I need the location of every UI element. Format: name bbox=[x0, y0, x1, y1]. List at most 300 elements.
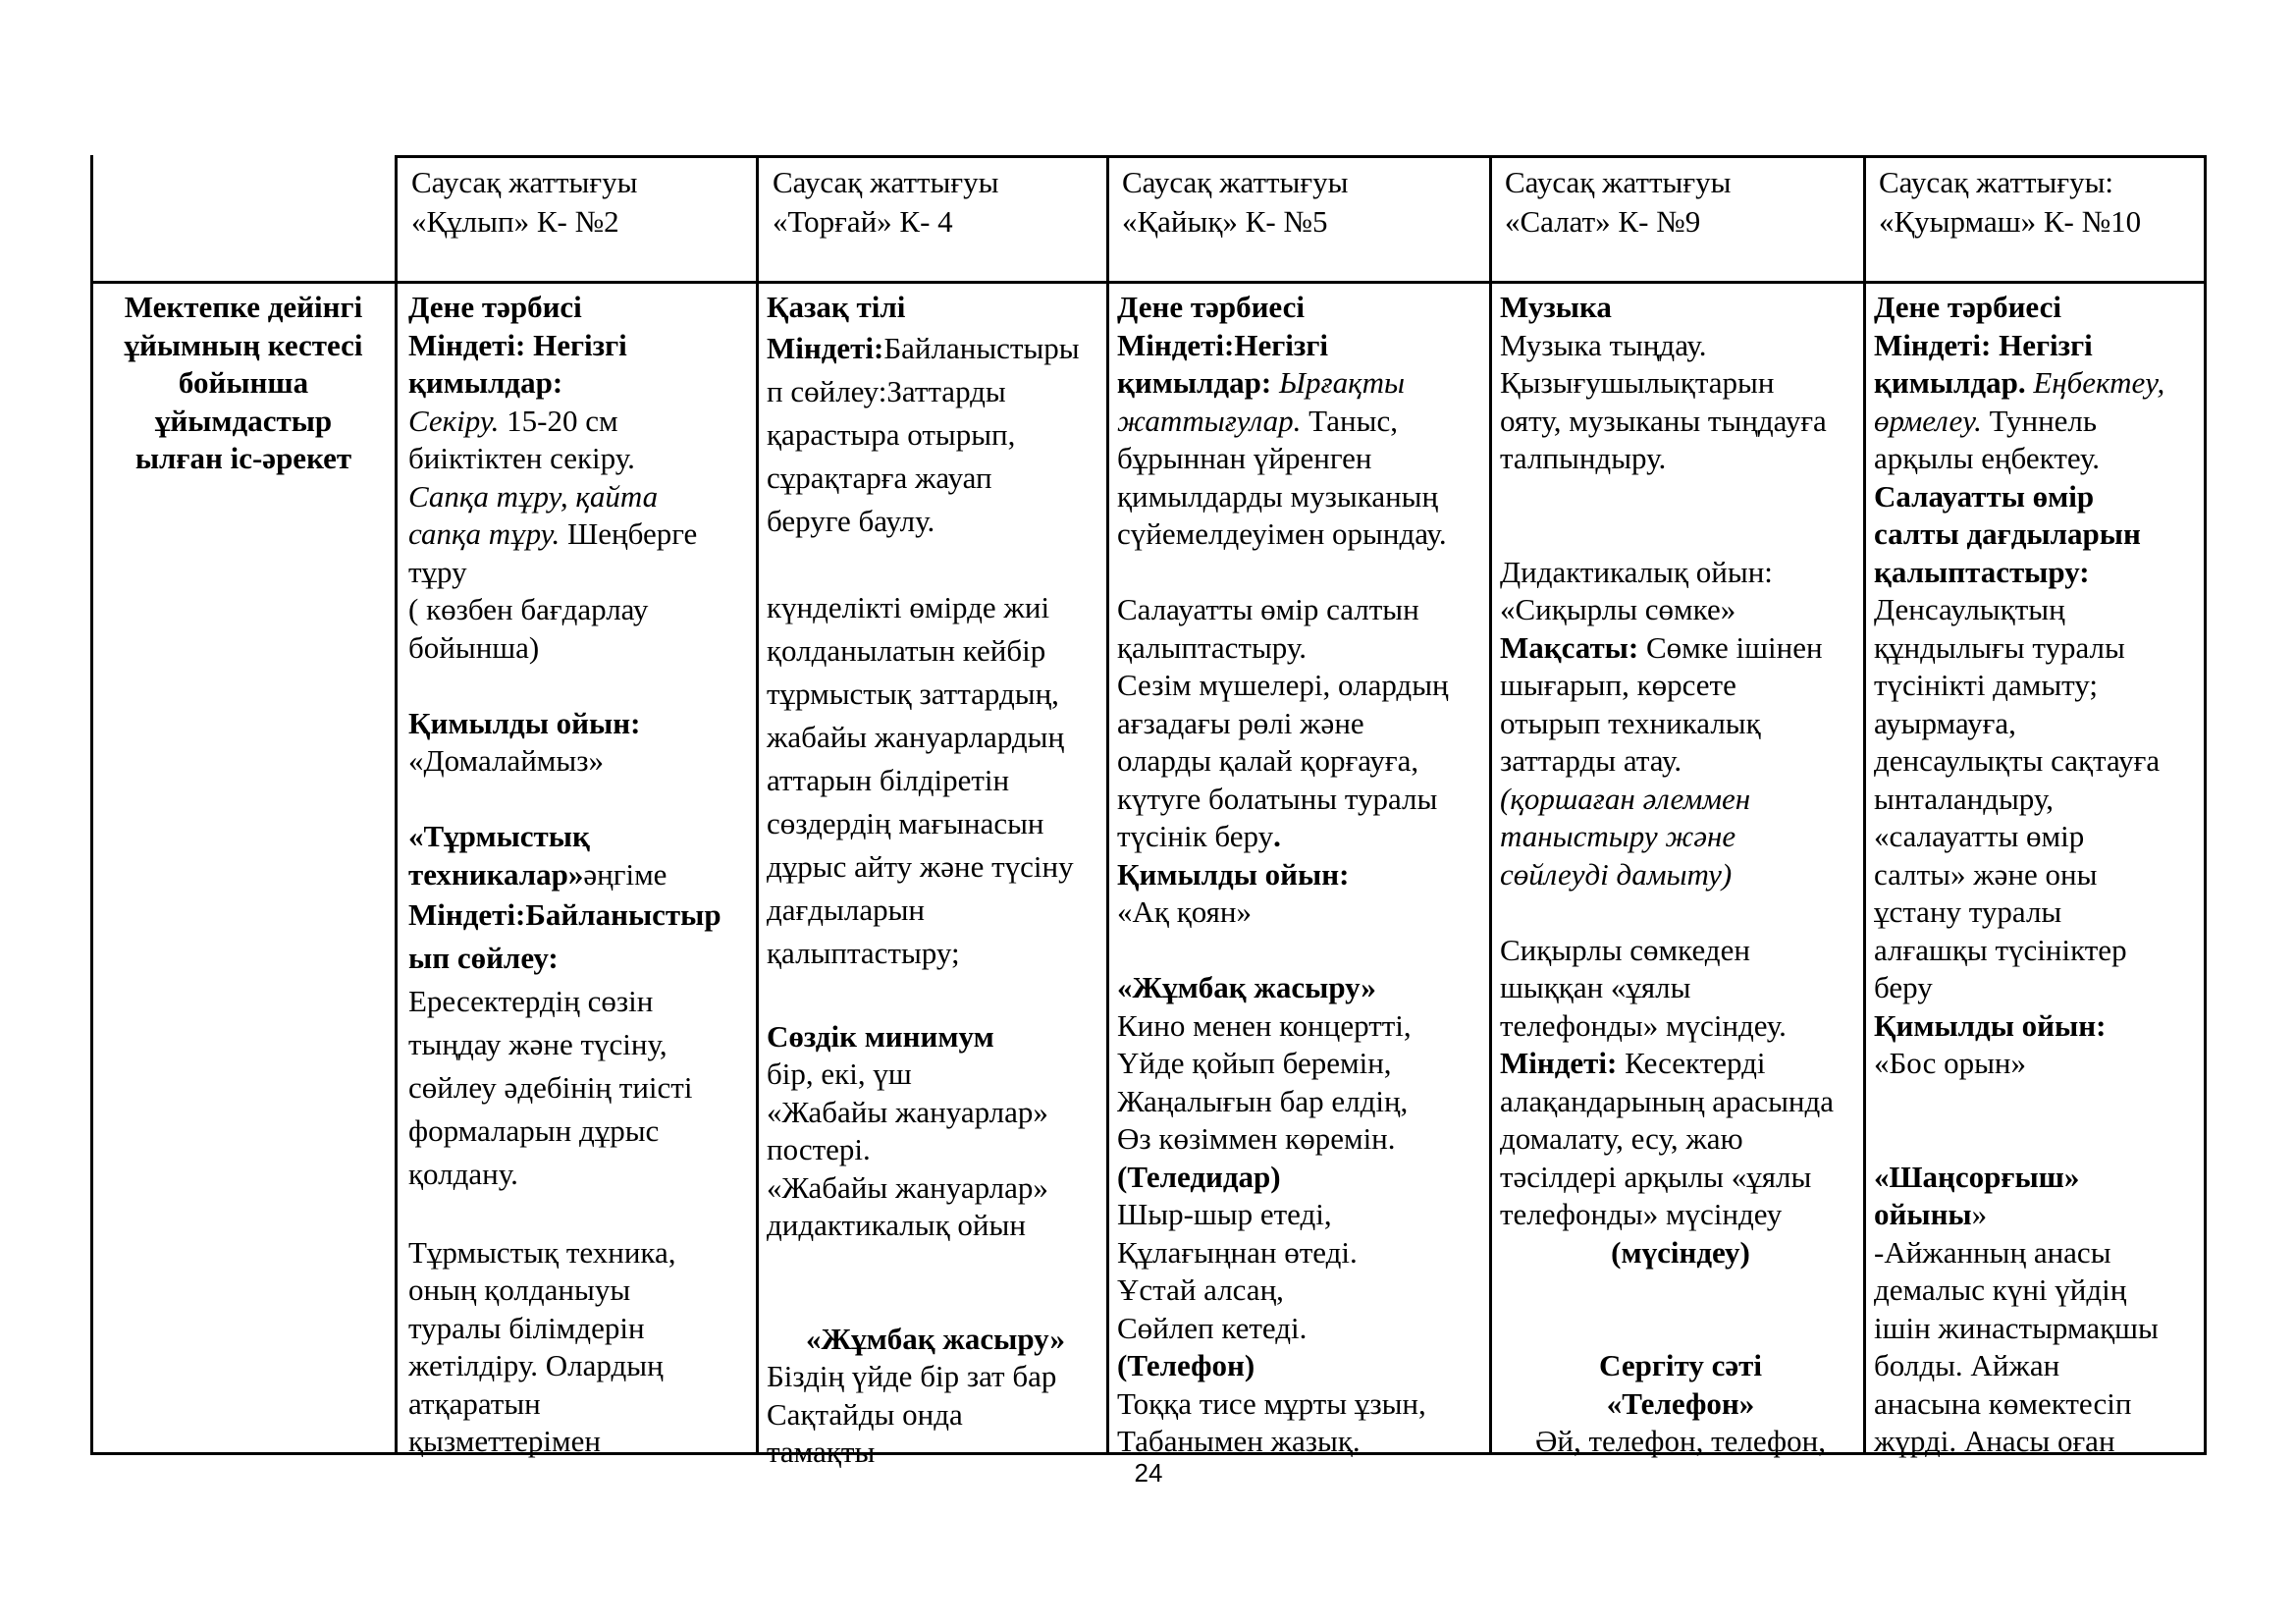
cell-text-segment: қалыптастыру. bbox=[1117, 629, 1308, 665]
cell-text-line bbox=[1874, 781, 2203, 819]
cell-text-segment: Қызығушылықтарын bbox=[1500, 365, 1775, 400]
cell-text-segment: беруге баулу. bbox=[767, 503, 935, 538]
cell-text-line bbox=[1117, 629, 1487, 668]
cell-text-segment: «Ақ қоян» bbox=[1117, 894, 1253, 929]
header-cell-line: «Торғай» К- 4 bbox=[773, 204, 953, 239]
row-label-line: ылған іс-әрекет bbox=[134, 441, 352, 475]
cell-text-line bbox=[767, 457, 1104, 500]
cell-text-line bbox=[408, 327, 754, 365]
cell-text-segment: оларды қалай қорғауға, bbox=[1117, 743, 1419, 778]
cell-text-line bbox=[767, 1169, 1104, 1208]
cell-text-segment: болды. Айжан bbox=[1874, 1348, 2060, 1382]
cell-text-line bbox=[767, 629, 1104, 673]
cell-text-segment: Сапқа тұру, қайта bbox=[408, 478, 659, 514]
cell-text-line bbox=[1874, 705, 2203, 743]
cell-text-line bbox=[1874, 403, 2203, 441]
cell-text-segment: Шыр-шыр етеді, bbox=[1117, 1197, 1332, 1231]
cell-text-line bbox=[767, 759, 1104, 802]
cell-text-segment: қимылдарды музыканың bbox=[1117, 478, 1439, 514]
cell-text-line bbox=[408, 980, 754, 1023]
cell-text-line bbox=[1117, 932, 1487, 970]
cell-text-segment: Сезім мүшелері, олардың bbox=[1117, 668, 1449, 702]
row-label-line: ұйымның кестесі bbox=[124, 327, 363, 362]
cell-text-line bbox=[1117, 1347, 1487, 1385]
cell-text-line bbox=[1500, 1045, 1861, 1083]
cell-text-segment: тұру bbox=[408, 554, 467, 589]
cell-text-segment: «Жабайы жануарлар» bbox=[767, 1169, 1048, 1205]
cell-text-line bbox=[1500, 1007, 1861, 1046]
cell-text-line bbox=[408, 1110, 754, 1153]
cell-text-segment: Үйде қойып беремін, bbox=[1117, 1046, 1392, 1080]
cell-text-segment: қолданылатын кейбір bbox=[767, 632, 1046, 668]
cell-text-line bbox=[408, 893, 754, 937]
cell-text-segment: ( көзбен бағдарлау bbox=[408, 592, 649, 626]
cell-text-segment: «Жабайы жануарлар» bbox=[767, 1094, 1048, 1129]
cell-text-segment: 15-20 см bbox=[499, 403, 618, 438]
cell-text-segment: Міндеті:Негізгі bbox=[1117, 327, 1329, 362]
cell-text-line bbox=[1874, 364, 2203, 403]
cell-text-line bbox=[767, 845, 1104, 889]
cell-text-segment: домалату, есу, жаю bbox=[1500, 1121, 1743, 1156]
header-cell-5 bbox=[1879, 163, 2201, 242]
cell-text-segment: түсінік беру bbox=[1117, 819, 1274, 853]
cell-text-line bbox=[408, 781, 754, 819]
cell-text-segment: . bbox=[1273, 819, 1281, 853]
cell-text-segment: Ересектердің сөзін bbox=[408, 984, 654, 1018]
cell-text-segment: Денсаулықтың bbox=[1874, 592, 2065, 626]
cell-text-line bbox=[1500, 969, 1861, 1007]
cell-text-line bbox=[767, 1358, 1104, 1396]
cell-text-line bbox=[1874, 591, 2203, 629]
cell-text-segment: Тұрмыстық техника, bbox=[408, 1234, 676, 1270]
cell-text-segment: «Бос орын» bbox=[1874, 1046, 2026, 1080]
cell-text-segment: аттарын білдіретін bbox=[767, 762, 1010, 797]
cell-text-segment: отырып техникалық bbox=[1500, 705, 1761, 740]
cell-text-line bbox=[767, 1321, 1104, 1359]
content-cell-3 bbox=[1117, 289, 1487, 1458]
cell-text-segment: жабайы жануарлардың bbox=[767, 719, 1065, 754]
cell-text-segment: туралы білімдерін bbox=[408, 1310, 645, 1345]
cell-text-segment: формаларын дұрыс bbox=[408, 1113, 660, 1148]
cell-text-segment: бұрыннан үйренген bbox=[1117, 441, 1372, 475]
cell-text-line bbox=[408, 937, 754, 980]
cell-text-segment: демалыс күні үйдің bbox=[1874, 1272, 2127, 1307]
cell-text-line bbox=[1874, 856, 2203, 894]
cell-text-line bbox=[1500, 478, 1861, 516]
cell-text-segment: Сергіту сәті bbox=[1599, 1348, 1762, 1382]
cell-text-segment: техникалар» bbox=[408, 856, 584, 892]
cell-text-line bbox=[767, 1245, 1104, 1283]
cell-text-segment: «салауатты өмір bbox=[1874, 819, 2085, 853]
cell-text-line bbox=[1500, 1083, 1861, 1121]
cell-text-segment: сөздердің мағынасын bbox=[767, 805, 1044, 840]
cell-text-line bbox=[767, 370, 1104, 413]
cell-text-line bbox=[1500, 327, 1861, 365]
cell-text-segment: қалыптастыру; bbox=[767, 935, 960, 970]
row-label-line: Мектепке дейінгі bbox=[124, 290, 363, 324]
cell-text-segment: биіктіктен секіру. bbox=[408, 441, 635, 475]
cell-text-segment: Музыка тыңдау. bbox=[1500, 327, 1707, 362]
cell-text-line bbox=[1117, 705, 1487, 743]
cell-text-line bbox=[1117, 478, 1487, 516]
cell-text-line bbox=[1874, 969, 2203, 1007]
cell-text-line bbox=[408, 1066, 754, 1110]
header-cell-line: «Қайық» К- №5 bbox=[1122, 204, 1328, 239]
cell-text-segment: салты дағдыларын bbox=[1874, 516, 2141, 551]
cell-text-line bbox=[1117, 1196, 1487, 1234]
cell-text-segment: ойыны bbox=[1874, 1197, 1972, 1231]
cell-text-line bbox=[1117, 327, 1487, 365]
cell-text-line bbox=[1874, 1120, 2203, 1159]
cell-text-line bbox=[767, 716, 1104, 759]
cell-text-line bbox=[1117, 1045, 1487, 1083]
cell-text-segment: әңгіме bbox=[583, 856, 667, 892]
row-label-line: ұйымдастыр bbox=[154, 403, 333, 438]
cell-text-line bbox=[408, 742, 754, 781]
cell-text-segment: Сөйлеп кетеді. bbox=[1117, 1310, 1308, 1345]
cell-text-line bbox=[767, 1056, 1104, 1094]
cell-text-line bbox=[1500, 1196, 1861, 1234]
cell-text-line bbox=[1117, 818, 1487, 856]
cell-text-segment: Өз көзіммен көремін. bbox=[1117, 1121, 1396, 1156]
cell-text-line bbox=[1874, 1234, 2203, 1272]
cell-text-line bbox=[408, 1234, 754, 1272]
cell-text-segment: Міндеті:Байланыстыр bbox=[408, 897, 721, 932]
cell-text-segment: Қазақ тілі bbox=[767, 290, 906, 324]
cell-text-line bbox=[1500, 1120, 1861, 1159]
cell-text-line bbox=[1874, 629, 2203, 668]
cell-text-segment: Сөмке ішінен bbox=[1638, 629, 1823, 665]
cell-text-line bbox=[408, 1385, 754, 1424]
table-border-left bbox=[90, 155, 93, 1455]
cell-text-line bbox=[1117, 667, 1487, 705]
cell-text-line bbox=[408, 1310, 754, 1348]
cell-text-line bbox=[1874, 1385, 2203, 1424]
cell-text-line bbox=[1500, 289, 1861, 327]
cell-text-line bbox=[1500, 1310, 1861, 1348]
cell-text-line bbox=[408, 478, 754, 516]
cell-text-segment: денсаулықты сақтауға bbox=[1874, 743, 2161, 778]
cell-text-line bbox=[408, 818, 754, 856]
cell-text-line bbox=[767, 543, 1104, 586]
cell-text-line bbox=[1874, 1310, 2203, 1348]
header-cell-3 bbox=[1122, 163, 1485, 242]
cell-text-segment: қалыптастыру: bbox=[1874, 554, 2090, 589]
cell-text-line bbox=[1117, 969, 1487, 1007]
cell-text-segment: қарастыра отырып, bbox=[767, 416, 1016, 452]
cell-text-segment: Қимылды ойын: bbox=[408, 705, 641, 740]
cell-text-segment: «Домалаймыз» bbox=[408, 743, 605, 778]
table-col-divider-2 bbox=[756, 155, 759, 1455]
content-cell-1 bbox=[408, 289, 754, 1458]
cell-text-segment: қимылдар. bbox=[1874, 365, 2026, 400]
cell-text-segment: сүйемелдеуімен орындау. bbox=[1117, 516, 1447, 551]
cell-text-line bbox=[1500, 629, 1861, 668]
cell-text-line bbox=[1874, 1347, 2203, 1385]
cell-text-segment: жүрді. Анасы оған bbox=[1874, 1424, 2115, 1458]
cell-text-line bbox=[767, 802, 1104, 845]
cell-text-segment: дидактикалық ойын bbox=[767, 1208, 1026, 1242]
cell-text-line bbox=[1874, 932, 2203, 970]
cell-text-segment: ішін жинастырмақшы bbox=[1874, 1310, 2159, 1345]
cell-text-line bbox=[1500, 1234, 1861, 1272]
cell-text-line bbox=[1117, 1385, 1487, 1424]
cell-text-segment: Міндеті: Негізгі bbox=[408, 327, 627, 362]
cell-text-segment: Дене тәрбисі bbox=[408, 290, 582, 324]
cell-text-segment: сөйлеуді дамыту) bbox=[1500, 856, 1733, 892]
cell-text-segment: алғашқы түсініктер bbox=[1874, 932, 2127, 967]
cell-text-line bbox=[1500, 440, 1861, 478]
cell-text-line bbox=[1500, 1423, 1861, 1461]
cell-text-segment: шыққан «ұялы bbox=[1500, 970, 1691, 1004]
cell-text-segment: Міндеті: bbox=[1500, 1046, 1618, 1080]
cell-text-line bbox=[767, 673, 1104, 716]
cell-text-line bbox=[1117, 364, 1487, 403]
cell-text-line bbox=[1117, 440, 1487, 478]
content-cell-2 bbox=[767, 289, 1104, 1469]
cell-text-line bbox=[1500, 515, 1861, 554]
cell-text-line bbox=[1117, 781, 1487, 819]
cell-text-segment: Шеңберге bbox=[560, 516, 698, 551]
cell-text-line bbox=[1874, 1083, 2203, 1121]
cell-text-segment: телефонды» мүсіндеу. bbox=[1500, 1007, 1787, 1043]
cell-text-line bbox=[408, 403, 754, 441]
cell-text-segment: Ырғақты bbox=[1271, 365, 1405, 400]
cell-text-line bbox=[1500, 667, 1861, 705]
cell-text-line bbox=[1500, 1272, 1861, 1310]
cell-text-segment: (Телефон) bbox=[1117, 1348, 1255, 1382]
cell-text-segment: Туннель bbox=[1981, 403, 2098, 438]
cell-text-segment: тәсілдері арқылы «ұялы bbox=[1500, 1159, 1812, 1194]
cell-text-segment: Міндеті: bbox=[767, 330, 884, 365]
cell-text-line bbox=[1500, 893, 1861, 932]
cell-text-line bbox=[1874, 327, 2203, 365]
cell-text-segment: Сөздік минимум bbox=[767, 1018, 994, 1054]
cell-text-segment: Салауатты өмір bbox=[1874, 478, 2095, 514]
cell-text-segment: оның қолданыуы bbox=[408, 1272, 631, 1307]
cell-text-segment: Тоққа тисе мұрты ұзын, bbox=[1117, 1385, 1426, 1421]
cell-text-line bbox=[767, 1282, 1104, 1321]
cell-text-line bbox=[408, 1347, 754, 1385]
cell-text-segment: бір, екі, үш bbox=[767, 1056, 912, 1091]
cell-text-segment: Таныс, bbox=[1301, 403, 1398, 438]
row-label-line: бойынша bbox=[178, 365, 309, 400]
cell-text-line bbox=[767, 1396, 1104, 1435]
header-cell-1 bbox=[411, 163, 750, 242]
cell-text-line bbox=[767, 500, 1104, 543]
table-col-divider-5 bbox=[1863, 155, 1866, 1455]
cell-text-segment: жаттығулар. bbox=[1117, 403, 1302, 438]
cell-text-line bbox=[1117, 1272, 1487, 1310]
cell-text-segment: Кесектерді bbox=[1617, 1046, 1766, 1080]
cell-text-line bbox=[1874, 667, 2203, 705]
cell-text-line bbox=[1117, 1120, 1487, 1159]
cell-text-line bbox=[1500, 554, 1861, 592]
header-cell-line: Саусақ жаттығуы bbox=[1505, 165, 1732, 199]
cell-text-line bbox=[408, 1153, 754, 1196]
cell-text-line bbox=[767, 327, 1104, 370]
cell-text-line bbox=[408, 515, 754, 554]
content-cell-4 bbox=[1500, 289, 1861, 1458]
header-cell-line: «Құлып» К- №2 bbox=[411, 204, 619, 239]
cell-text-segment: сөйлеу әдебінің тиісті bbox=[408, 1070, 693, 1105]
cell-text-segment: ауырмауға, bbox=[1874, 705, 2016, 740]
cell-text-segment: Сиқырлы сөмкеден bbox=[1500, 932, 1750, 967]
cell-text-line bbox=[767, 1131, 1104, 1169]
cell-text-line bbox=[1500, 364, 1861, 403]
cell-text-segment: Дидактикалық ойын: bbox=[1500, 554, 1773, 589]
cell-text-line bbox=[1500, 705, 1861, 743]
cell-text-segment: түсінікті дамыту; bbox=[1874, 668, 2099, 702]
cell-text-segment: Байланыстыры bbox=[883, 330, 1080, 365]
cell-text-segment: тамақты bbox=[767, 1435, 876, 1469]
cell-text-line bbox=[1874, 289, 2203, 327]
table-col-divider-3 bbox=[1106, 155, 1109, 1455]
cell-text-segment: салты» және оны bbox=[1874, 856, 2098, 892]
table-border-right bbox=[2204, 155, 2207, 1455]
cell-text-line bbox=[1117, 554, 1487, 592]
cell-text-line bbox=[1117, 1083, 1487, 1121]
cell-text-segment: Ұстай алсаң, bbox=[1117, 1272, 1284, 1307]
cell-text-segment: Әй, телефон, телефон, bbox=[1535, 1424, 1826, 1458]
cell-text-line bbox=[408, 289, 754, 327]
cell-text-segment: Дене тәрбиесі bbox=[1874, 290, 2061, 324]
cell-text-line bbox=[1874, 893, 2203, 932]
cell-text-line bbox=[1874, 1196, 2203, 1234]
cell-text-line bbox=[1500, 1347, 1861, 1385]
cell-text-line bbox=[1117, 403, 1487, 441]
cell-text-segment: анасына көмектесіп bbox=[1874, 1385, 2132, 1421]
cell-text-line bbox=[1117, 893, 1487, 932]
page-number: 24 bbox=[1134, 1458, 1163, 1488]
cell-text-line bbox=[1117, 856, 1487, 894]
cell-text-segment: телефонды» мүсіндеу bbox=[1500, 1197, 1783, 1231]
cell-text-segment: ынталандыру, bbox=[1874, 781, 2055, 816]
cell-text-line bbox=[1874, 1007, 2203, 1046]
header-cell-2 bbox=[773, 163, 1101, 242]
cell-text-segment: «Жұмбақ жасыру» bbox=[806, 1321, 1065, 1356]
cell-text-line bbox=[1117, 289, 1487, 327]
cell-text-segment: Құлағыңнан өтеді. bbox=[1117, 1234, 1358, 1270]
cell-text-line bbox=[1874, 818, 2203, 856]
cell-text-segment: Табанымен жазық. bbox=[1117, 1424, 1361, 1458]
cell-text-line bbox=[1874, 478, 2203, 516]
cell-text-segment: атқаратын bbox=[408, 1385, 541, 1421]
cell-text-segment: Салауатты өмір салтын bbox=[1117, 592, 1419, 626]
cell-text-segment: Дене тәрбиесі bbox=[1117, 290, 1305, 324]
cell-text-segment: қызметтерімен bbox=[408, 1424, 602, 1458]
table-col-divider-4 bbox=[1489, 155, 1492, 1455]
cell-text-segment: заттарды атау. bbox=[1500, 743, 1682, 778]
cell-text-segment: таныстыру және bbox=[1500, 819, 1736, 853]
header-cell-line: «Салат» К- №9 bbox=[1505, 204, 1701, 239]
cell-text-segment: (Теледидар) bbox=[1117, 1159, 1281, 1194]
cell-text-segment: Секіру. bbox=[408, 403, 500, 438]
table-row-divider bbox=[90, 281, 2207, 284]
cell-text-segment: Қимылды ойын: bbox=[1874, 1007, 2107, 1043]
cell-text-line bbox=[767, 932, 1104, 975]
cell-text-line bbox=[408, 591, 754, 629]
cell-text-segment: Біздің үйде бір зат бар bbox=[767, 1359, 1057, 1393]
cell-text-line bbox=[1117, 1007, 1487, 1046]
cell-text-segment: (қоршаған әлеммен bbox=[1500, 781, 1751, 816]
cell-text-line bbox=[1500, 932, 1861, 970]
cell-text-line bbox=[767, 1094, 1104, 1132]
cell-text-line bbox=[1117, 515, 1487, 554]
cell-text-line bbox=[408, 705, 754, 743]
cell-text-line bbox=[1500, 856, 1861, 894]
cell-text-segment: қолдану. bbox=[408, 1157, 518, 1191]
cell-text-segment: сапқа тұру. bbox=[408, 516, 561, 551]
cell-text-segment: құндылығы туралы bbox=[1874, 629, 2125, 665]
cell-text-line bbox=[1874, 1045, 2203, 1083]
cell-text-segment: бойынша) bbox=[408, 629, 540, 665]
cell-text-segment: «Сиқырлы сөмке» bbox=[1500, 592, 1736, 626]
cell-text-line bbox=[1500, 591, 1861, 629]
cell-text-segment: » bbox=[1971, 1197, 1988, 1231]
cell-text-segment: ұстану туралы bbox=[1874, 894, 2062, 929]
cell-text-segment: Еңбектеу, bbox=[2025, 365, 2165, 400]
header-cell-4 bbox=[1505, 163, 1858, 242]
cell-text-segment: жетілдіру. Олардың bbox=[408, 1348, 664, 1382]
cell-text-line bbox=[767, 1434, 1104, 1472]
cell-text-segment: п сөйлеу:Заттарды bbox=[767, 373, 1006, 408]
cell-text-line bbox=[408, 856, 754, 894]
cell-text-line bbox=[767, 889, 1104, 932]
cell-text-line bbox=[1500, 1385, 1861, 1424]
header-cell-line: Саусақ жаттығуы bbox=[1122, 165, 1349, 199]
cell-text-segment: Қимылды ойын: bbox=[1117, 856, 1350, 892]
cell-text-line bbox=[1874, 440, 2203, 478]
cell-text-segment: -Айжанның анасы bbox=[1874, 1234, 2111, 1270]
cell-text-segment: қимылдар: bbox=[1117, 365, 1272, 400]
cell-text-line bbox=[1117, 1234, 1487, 1272]
header-cell-line: Саусақ жаттығуы bbox=[411, 165, 638, 199]
header-cell-line: Саусақ жаттығуы: bbox=[1879, 165, 2114, 199]
cell-text-line bbox=[1117, 591, 1487, 629]
cell-text-line bbox=[767, 586, 1104, 629]
cell-text-line bbox=[767, 975, 1104, 1018]
cell-text-line bbox=[767, 1018, 1104, 1056]
cell-text-segment: ып сөйлеу: bbox=[408, 941, 559, 975]
cell-text-segment: ояту, музыканы тыңдауға bbox=[1500, 403, 1827, 438]
cell-text-line bbox=[1500, 1159, 1861, 1197]
cell-text-line bbox=[408, 1023, 754, 1066]
cell-text-line bbox=[1500, 818, 1861, 856]
table-col-divider-1 bbox=[395, 155, 398, 1455]
cell-text-line bbox=[1874, 515, 2203, 554]
cell-text-segment: алақандарының арасында bbox=[1500, 1083, 1835, 1118]
cell-text-segment: дұрыс айту және түсіну bbox=[767, 848, 1074, 884]
cell-text-segment: Кино менен концертті, bbox=[1117, 1007, 1412, 1043]
header-cell-line: Саусақ жаттығуы bbox=[773, 165, 999, 199]
cell-text-line bbox=[767, 1207, 1104, 1245]
cell-text-line bbox=[408, 1196, 754, 1234]
cell-text-segment: постері. bbox=[767, 1132, 871, 1166]
cell-text-segment: күнделікті өмірде жиі bbox=[767, 589, 1050, 624]
cell-text-line bbox=[767, 413, 1104, 457]
cell-text-line bbox=[408, 364, 754, 403]
table-top-border bbox=[395, 155, 2207, 158]
cell-text-line bbox=[1874, 1272, 2203, 1310]
cell-text-line bbox=[1874, 554, 2203, 592]
cell-text-segment: беру bbox=[1874, 970, 1933, 1004]
cell-text-line bbox=[1117, 1423, 1487, 1461]
cell-text-segment: шығарып, көрсете bbox=[1500, 668, 1736, 702]
cell-text-line bbox=[1117, 1310, 1487, 1348]
cell-text-segment: «Жұмбақ жасыру» bbox=[1117, 970, 1376, 1004]
row-label-cell bbox=[94, 289, 393, 478]
